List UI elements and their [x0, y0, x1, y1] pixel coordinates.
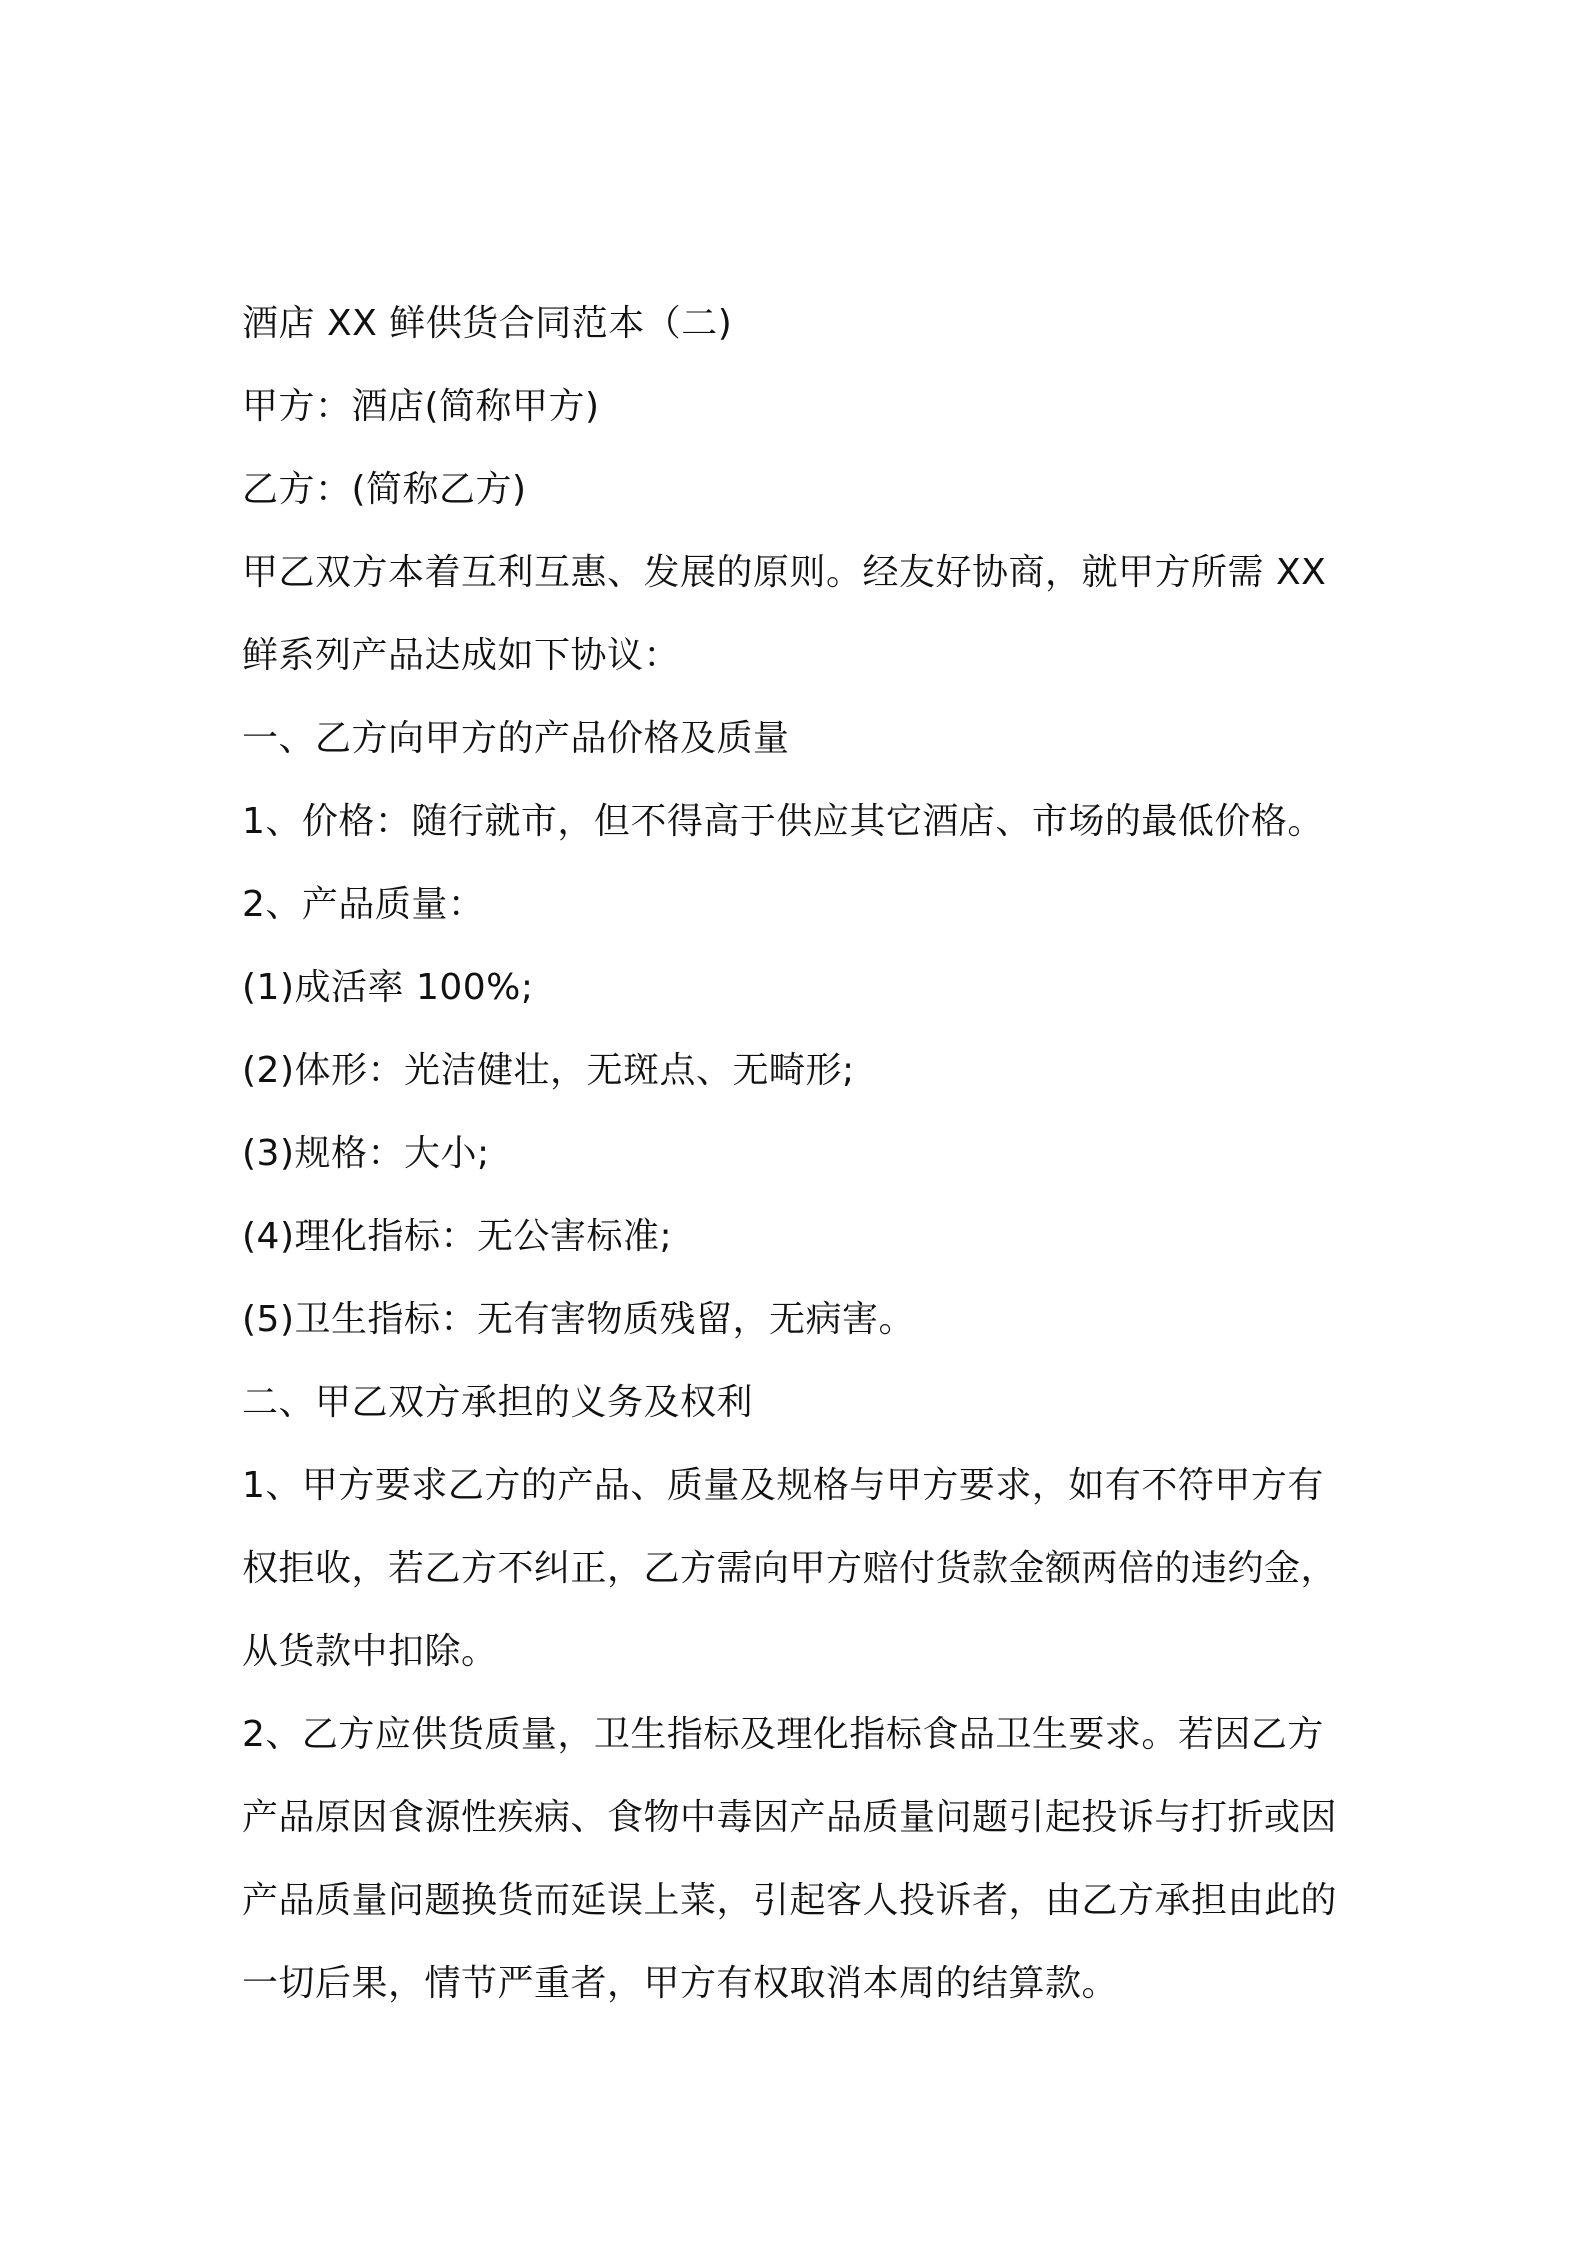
intro-line-2: 鲜系列产品达成如下协议： — [242, 635, 681, 676]
party-a-line: 甲方：酒店(简称甲方) — [242, 386, 600, 427]
intro-line-1: 甲乙双方本着互利互惠、发展的原则。经友好协商，就甲方所需 XX — [242, 552, 1327, 593]
clause-2-2-line-1: 2、乙方应供货质量，卫生指标及理化指标食品卫生要求。若因乙方 — [242, 1714, 1324, 1755]
clause-2-1-line-1: 1、甲方要求乙方的产品、质量及规格与甲方要求，如有不符甲方有 — [242, 1465, 1324, 1506]
quality-item-size: (3)规格：大小; — [242, 1133, 490, 1174]
quality-heading: 2、产品质量： — [242, 884, 485, 925]
section-2-heading: 二、甲乙双方承担的义务及权利 — [242, 1382, 754, 1423]
document-body — [242, 282, 1352, 2025]
quality-item-survival: (1)成活率 100%; — [242, 967, 534, 1008]
clause-2-1-line-3: 从货款中扣除。 — [242, 1631, 498, 1672]
price-clause: 1、价格：随行就市，但不得高于供应其它酒店、市场的最低价格。 — [242, 801, 1324, 842]
clause-2-1 — [242, 1444, 1352, 1693]
clause-2-2 — [242, 1693, 1352, 2025]
quality-item-physchem: (4)理化指标：无公害标准; — [242, 1216, 673, 1257]
document-title: 酒店 XX 鲜供货合同范本（二) — [242, 303, 733, 344]
section-1-heading: 一、乙方向甲方的产品价格及质量 — [242, 718, 790, 759]
intro-paragraph — [242, 531, 1352, 697]
clause-2-2-line-4: 一切后果，情节严重者，甲方有权取消本周的结算款。 — [242, 1963, 1119, 2004]
party-b-line: 乙方：(简称乙方) — [242, 469, 527, 510]
clause-2-2-line-2: 产品原因食源性疾病、食物中毒因产品质量问题引起投诉与打折或因 — [242, 1797, 1338, 1838]
clause-2-2-line-3: 产品质量问题换货而延误上菜，引起客人投诉者，由乙方承担由此的 — [242, 1880, 1338, 1921]
quality-item-hygiene: (5)卫生指标：无有害物质残留，无病害。 — [242, 1299, 915, 1340]
clause-2-1-line-2: 权拒收，若乙方不纠正，乙方需向甲方赔付货款金额两倍的违约金， — [242, 1548, 1338, 1589]
quality-item-shape: (2)体形：光洁健壮，无斑点、无畸形; — [242, 1050, 855, 1091]
